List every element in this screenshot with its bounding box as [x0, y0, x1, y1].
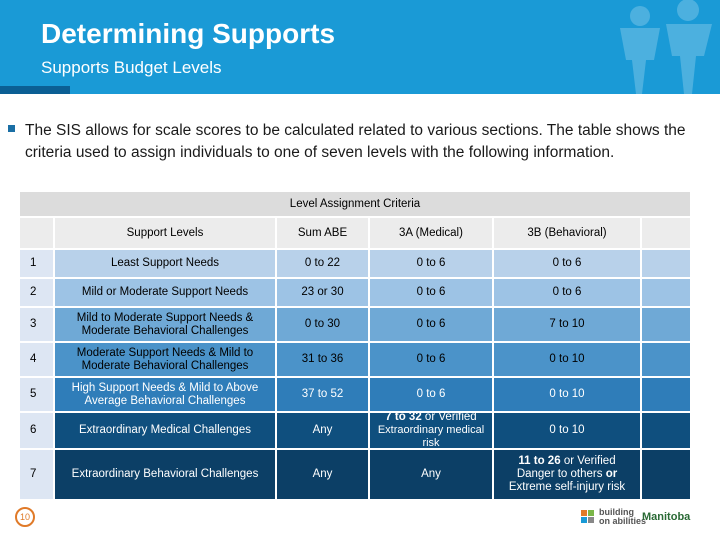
- medical-value: 0 to 6: [370, 378, 494, 413]
- abe-value: 31 to 36: [277, 343, 370, 378]
- medical-value: 0 to 6: [370, 279, 494, 308]
- level-name: Extraordinary Medical Challenges: [55, 413, 277, 450]
- behavioral-risk: Extreme self-injury risk: [508, 481, 626, 493]
- level-name: Extraordinary Behavioral Challenges: [55, 450, 277, 501]
- logo1-line1: building: [599, 507, 634, 517]
- behavioral-value: 0 to 6: [494, 279, 642, 308]
- medical-value: 0 to 6: [370, 308, 494, 343]
- abe-value: 23 or 30: [277, 279, 370, 308]
- medical-range: 7 to 32: [385, 411, 422, 423]
- title-banner: [0, 0, 720, 94]
- behavioral-value: 7 to 10: [494, 308, 642, 343]
- people-figures-icon: [570, 0, 720, 94]
- row-number: 3: [20, 308, 55, 343]
- row-number: 2: [20, 279, 55, 308]
- page-title: Determining Supports: [41, 18, 336, 49]
- abe-value: Any: [277, 413, 370, 450]
- manitoba-logo: Manitoba: [642, 511, 691, 523]
- behavioral-or-2: or: [605, 468, 618, 480]
- level-name: Moderate Support Needs & Mild to Moderate Behavioral Challenges: [55, 343, 277, 378]
- abe-value: 0 to 22: [277, 250, 370, 279]
- header-medical: 3A (Medical): [370, 218, 494, 250]
- behavioral-value: 0 to 10: [494, 413, 642, 450]
- level-name: Mild to Moderate Support Needs & Moderate Behavioral Challenges: [55, 308, 277, 343]
- row-filler: [642, 250, 692, 279]
- logo1-line2: on abilities: [599, 516, 647, 526]
- row-filler: [642, 413, 692, 450]
- row-number: 5: [20, 378, 55, 413]
- building-on-abilities-logo: [580, 508, 646, 526]
- row-filler: [642, 378, 692, 413]
- page-subtitle: Supports Budget Levels: [41, 58, 222, 77]
- bullet-text: The SIS allows for scale scores to be calculated related to various sections. The table shows the criteria used to assign individuals to one of seven levels with the following information.: [25, 122, 686, 161]
- behavioral-value: 0 to 10: [494, 378, 642, 413]
- header-support-levels: Support Levels: [55, 218, 277, 250]
- level-name: High Support Needs & Mild to Above Average Behavioral Challenges: [55, 378, 277, 413]
- page-number: 10: [15, 507, 35, 527]
- level-name: Least Support Needs: [55, 250, 277, 279]
- medical-or: or Verified: [424, 411, 477, 423]
- row-number: 7: [20, 450, 55, 501]
- banner-accent: [0, 86, 70, 94]
- row-filler: [642, 343, 692, 378]
- abe-value: Any: [277, 450, 370, 501]
- header-sum-abe: Sum ABE: [277, 218, 370, 250]
- behavioral-danger: Danger to others: [516, 468, 603, 480]
- row-number: 1: [20, 250, 55, 279]
- behavioral-value: 0 to 6: [494, 250, 642, 279]
- abe-value: 37 to 52: [277, 378, 370, 413]
- row-filler: [642, 450, 692, 501]
- level-name: Mild or Moderate Support Needs: [55, 279, 277, 308]
- row-number: 6: [20, 413, 55, 450]
- row-filler: [642, 308, 692, 343]
- header-filler: [642, 218, 692, 250]
- medical-value: [370, 413, 494, 450]
- puzzle-icon: [580, 508, 596, 526]
- behavioral-or: or Verified: [563, 455, 616, 467]
- table-caption: Level Assignment Criteria: [20, 192, 692, 218]
- medical-risk: Extraordinary medical risk: [377, 424, 485, 449]
- row-filler: [642, 279, 692, 308]
- header-behavioral: 3B (Behavioral): [494, 218, 642, 250]
- behavioral-value: [494, 450, 642, 501]
- row-number: 4: [20, 343, 55, 378]
- behavioral-value: 0 to 10: [494, 343, 642, 378]
- medical-value: 0 to 6: [370, 343, 494, 378]
- bullet-marker: [8, 125, 15, 132]
- abe-value: 0 to 30: [277, 308, 370, 343]
- level-table: [20, 192, 692, 501]
- medical-value: 0 to 6: [370, 250, 494, 279]
- header-blank: [20, 218, 55, 250]
- behavioral-range: 11 to 26: [518, 455, 561, 467]
- medical-value: Any: [370, 450, 494, 501]
